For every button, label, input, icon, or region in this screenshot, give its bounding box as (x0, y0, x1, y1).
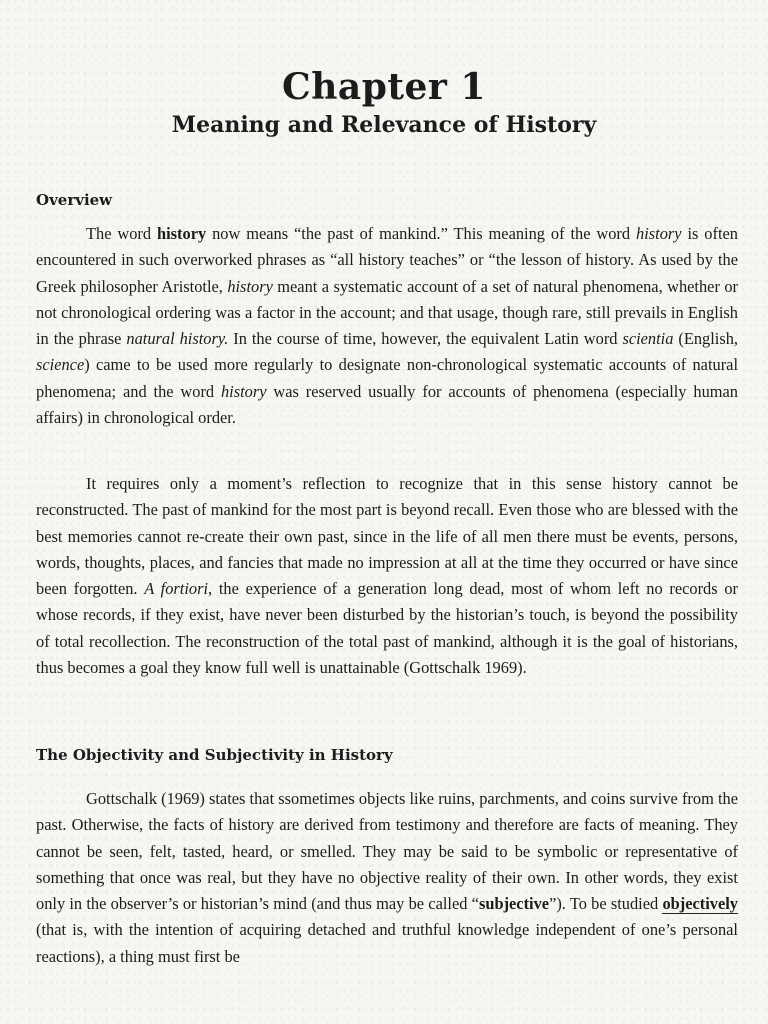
text-run: It requires only a moment’s reflection to recognize that in this sense history cannot be reconstructed. The past of mankind for the most part is beyond recall. Even those who are blessed with the best memories cannot re-create their own past, since in the life of all men there must be events, persons, words, thoughts, places, and fancies that made no impression at all at the time they occurred or have since been forgotten. (36, 474, 738, 599)
text-run: Gottschalk (1969) states that ssometimes objects like ruins, parchments, and coins survive from the past. Otherwise, the facts of history are derived from testimony and therefore are facts of meaning. They cannot be seen, felt, tasted, heard, or smelled. They may be said to be symbolic or representative of something that once was real, but they have no objective reality of their own. In other words, they exist only in the observer’s or historian’s mind (and thus may be called “ (36, 789, 738, 914)
chapter-title: Chapter 1 (282, 66, 486, 108)
text-run: ) came to be used more regularly to designate non-chronological systematic accounts of natural phenomena; and the word (36, 355, 738, 401)
text-run: , the experience of a generation long dead, most of whom left no records or whose records, if they exist, have never been disturbed by the historian’s touch, is beyond the possibility of total recollection. The reconstruction of the total past of mankind, although it is the goal of historians, thus becomes a goal they know full well is unattainable (Gottschalk 1969). (36, 579, 738, 678)
text-run: The word (86, 224, 157, 243)
text-run: In the course of time, however, the equivalent Latin word (228, 329, 623, 349)
objectivity-heading: The Objectivity and Subjectivity in History (36, 746, 393, 764)
overview-paragraph-1 (36, 221, 738, 431)
italic-term: science (36, 355, 85, 375)
underlined-bold-term: objectively (662, 894, 739, 914)
text-run: was reserved usually for accounts of phenomena (especially human affairs) in chronological order. (36, 381, 738, 428)
bold-term: history (157, 224, 207, 243)
text-run: meant a systematic account of a set of natural phenomena, whether or not chronological ordering was a factor in the account; and that usage, though rare, still prevails in English in the phrase (36, 276, 738, 349)
italic-term: history (227, 276, 273, 296)
overview-paragraph-2 (36, 471, 738, 681)
italic-term: A fortiori (144, 579, 209, 599)
text-run: (English, (673, 329, 739, 349)
overview-heading: Overview (36, 191, 113, 209)
italic-term: history (636, 224, 682, 243)
chapter-subtitle: Meaning and Relevance of History (171, 112, 597, 138)
objectivity-paragraph-1 (36, 786, 738, 970)
text-run: now means “the past of mankind.” This meaning of the word (206, 224, 637, 243)
italic-term: natural history. (126, 329, 229, 349)
italic-term: scientia (622, 329, 674, 349)
text-run: (that is, with the intention of acquiring detached and truthful knowledge independent of one’s personal reactions), a thing must first be (36, 920, 738, 966)
text-run: is often encountered in such overworked phrases as “all history teaches” or “the lesson of history. As used by the Greek philosopher Aristotle, (36, 224, 738, 296)
bold-term: subjective (478, 894, 550, 914)
text-run: ”). To be studied (549, 894, 663, 914)
italic-term: history (220, 381, 267, 401)
